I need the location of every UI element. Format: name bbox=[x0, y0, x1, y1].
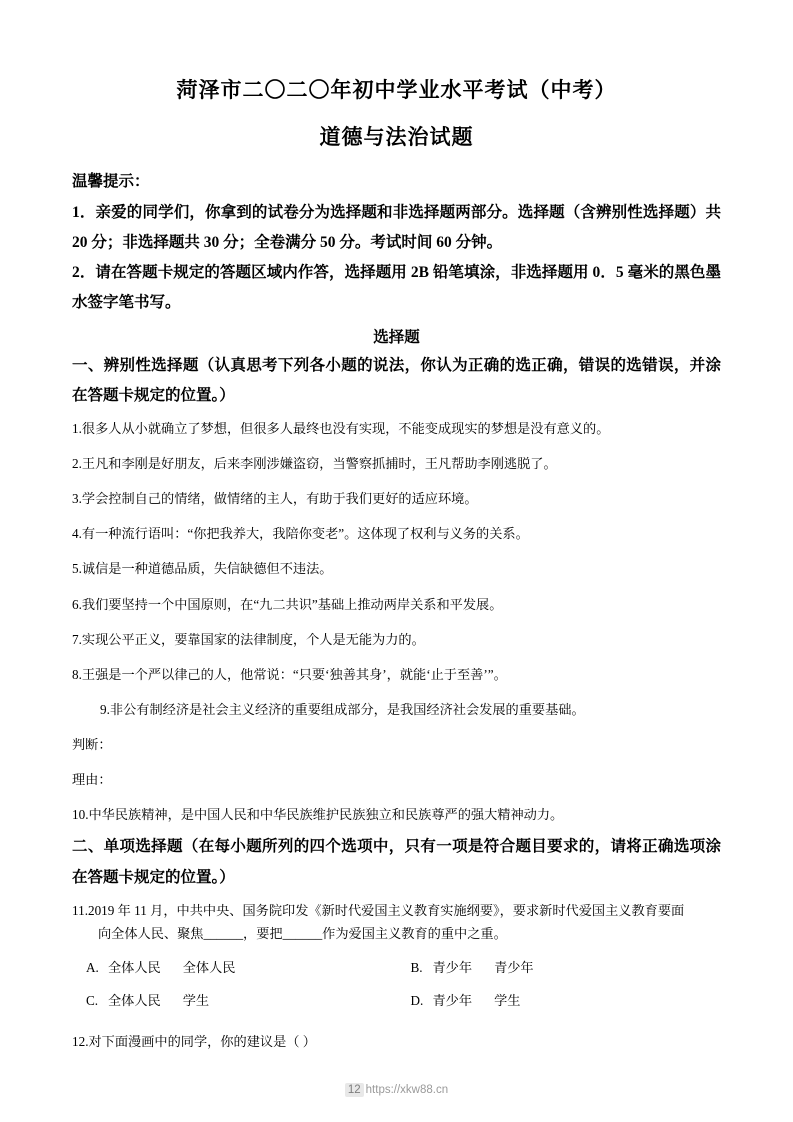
question-item: 3.学会控制自己的情绪，做情绪的主人，有助于我们更好的适应环境。 bbox=[72, 491, 478, 507]
option-b-text2: 青少年 bbox=[494, 960, 534, 976]
option-a-text1: 全体人民 bbox=[108, 960, 161, 976]
judge-label: 判断： bbox=[72, 737, 112, 753]
tip-item-2: 2．请在答题卡规定的答题区域内作答，选择题用 2B 铅笔填涂，非选择题用 0．5 毫米的黑色墨水签字笔书写。 bbox=[72, 264, 721, 312]
footer-url: https://xkw88.cn bbox=[365, 1084, 449, 1096]
option-c[interactable] bbox=[72, 990, 397, 1011]
page-title: 菏泽市二〇二〇年初中学业水平考试（中考） bbox=[176, 78, 617, 102]
tips-label: 温馨提示： bbox=[72, 173, 150, 191]
option-b-text1: 青少年 bbox=[432, 960, 473, 976]
part-one-heading: 一、辨别性选择题（认真思考下列各小题的说法，你认为正确的选正确，错误的选错误，并涂在答题卡规定的位置。） bbox=[72, 356, 721, 404]
question-11-options-row-2 bbox=[72, 984, 721, 1017]
option-d[interactable] bbox=[397, 990, 722, 1011]
option-b-letter: B. bbox=[410, 960, 423, 976]
question-item-11-line2: 向全体人民、聚焦______，要把______作为爱国主义教育的重中之重。 bbox=[98, 926, 507, 942]
question-item-9: 9.非公有制经济是社会主义经济的重要组成部分，是我国经济社会发展的重要基础。 bbox=[100, 701, 585, 717]
tip-item-1: 1．亲爱的同学们，你拿到的试卷分为选择题和非选择题两部分。选择题（含辨别性选择题）共 20 分；非选择题共 30 分；全卷满分 50 分。考试时间 60 分钟。 bbox=[72, 203, 721, 251]
page-subtitle: 道德与法治试题 bbox=[319, 125, 474, 150]
option-c-text2: 学生 bbox=[182, 993, 210, 1009]
option-d-text2: 学生 bbox=[494, 993, 521, 1009]
question-item: 5.诚信是一种道德品质，失信缺德但不违法。 bbox=[72, 561, 333, 577]
question-item: 8.王强是一个严以律己的人，他常说：“只要‘独善其身’，就能‘止于至善’”。 bbox=[72, 666, 507, 682]
question-item-10: 10.中华民族精神，是中国人民和中华民族维护民族独立和民族尊严的强大精神动力。 bbox=[72, 807, 564, 823]
option-c-letter: C. bbox=[86, 993, 99, 1009]
option-d-text1: 青少年 bbox=[432, 993, 473, 1009]
question-item: 2.王凡和李刚是好朋友，后来李刚涉嫌盗窃，当警察抓捕时，王凡帮助李刚逃脱了。 bbox=[72, 456, 557, 472]
option-a-letter: A. bbox=[86, 960, 99, 976]
option-a[interactable] bbox=[72, 957, 397, 978]
footer-page-number: 12 bbox=[345, 1083, 364, 1097]
footer-watermark bbox=[0, 1084, 793, 1096]
section-title-choice: 选择题 bbox=[373, 328, 420, 346]
part-two-heading: 二、单项选择题（在每小题所列的四个选项中，只有一项是符合题目要求的，请将正确选项涂在答题卡规定的位置。） bbox=[72, 838, 721, 886]
question-item-11-line1: 11.2019 年 11 月，中共中央、国务院印发《新时代爱国主义教育实施纲要》，要求新时代爱国主义教育要面 bbox=[72, 902, 685, 918]
option-a-text2: 全体人民 bbox=[182, 960, 236, 976]
reason-label: 理由： bbox=[72, 772, 112, 788]
question-item: 4.有一种流行语叫：“你把我养大，我陪你变老”。这体现了权利与义务的关系。 bbox=[72, 526, 529, 542]
question-11-options-row-1 bbox=[72, 951, 721, 984]
question-item: 1.很多人从小就确立了梦想，但很多人最终也没有实现，不能变成现实的梦想是没有意义的。 bbox=[72, 420, 610, 436]
question-item-12: 12.对下面漫画中的同学，你的建议是（ ） bbox=[72, 1034, 316, 1050]
option-d-letter: D. bbox=[410, 993, 424, 1009]
question-item: 7.实现公平正义，要靠国家的法律制度，个人是无能为力的。 bbox=[72, 631, 425, 647]
option-c-text1: 全体人民 bbox=[108, 993, 161, 1009]
option-b[interactable] bbox=[397, 957, 722, 978]
question-item: 6.我们要坚持一个中国原则，在“九二共识”基础上推动两岸关系和平发展。 bbox=[72, 596, 503, 612]
